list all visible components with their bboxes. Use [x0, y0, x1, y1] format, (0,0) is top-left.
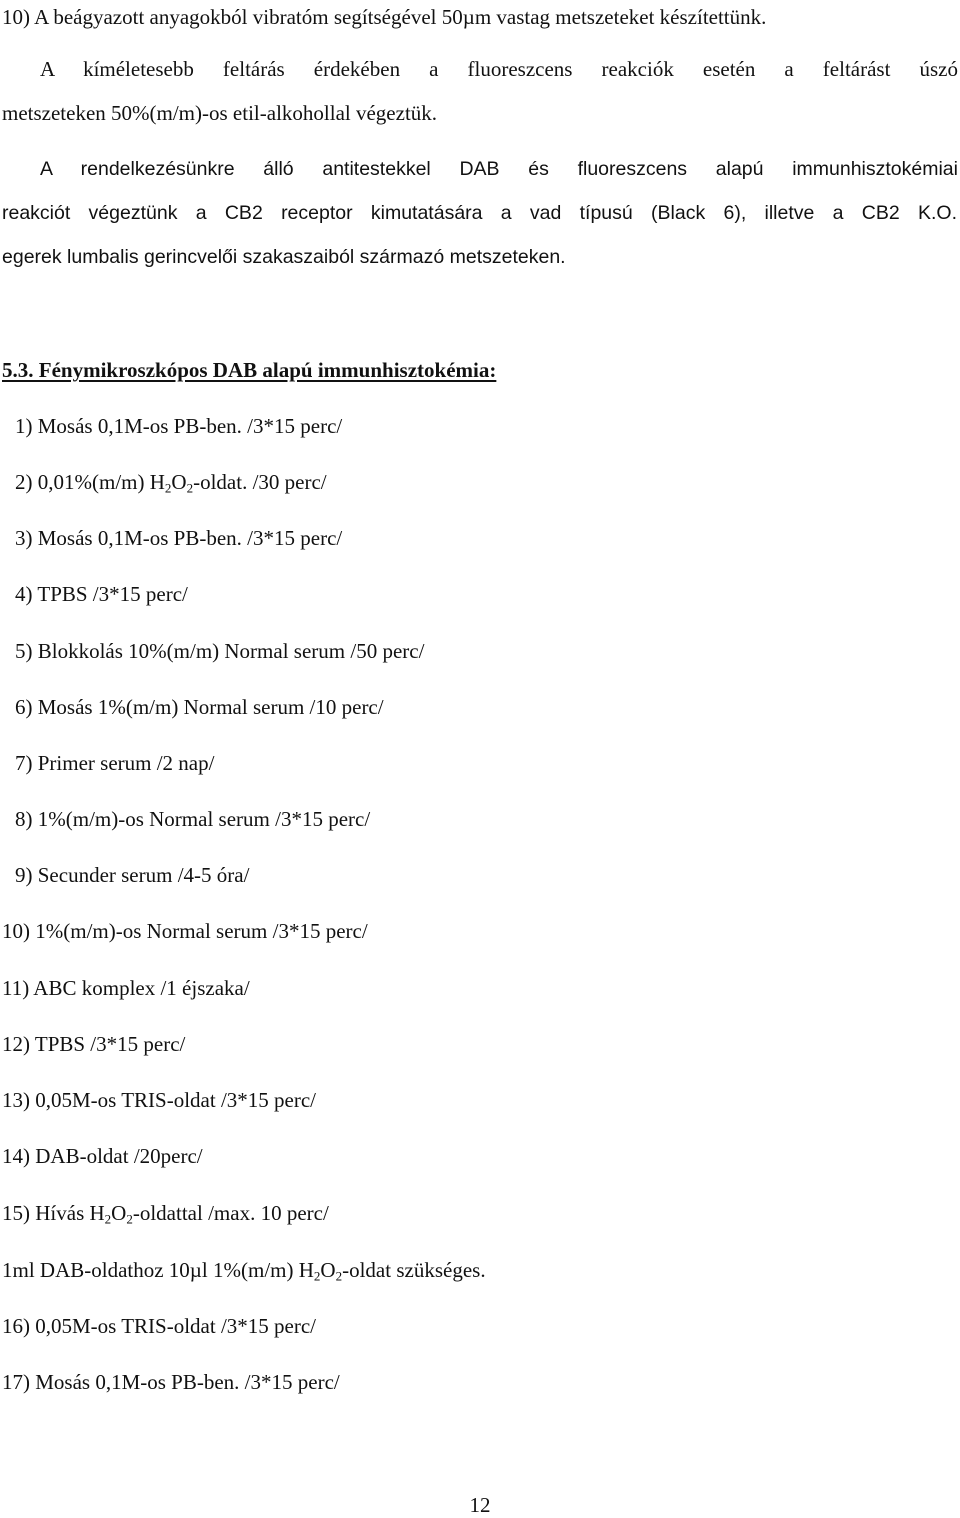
- step-2-text: O: [171, 470, 187, 494]
- step-note-text: O: [320, 1258, 336, 1282]
- step-15-text: O: [111, 1201, 127, 1225]
- step-11: 11) ABC komplex /1 éjszaka/: [2, 976, 250, 1000]
- step-2: [15, 469, 327, 495]
- intro-line-3: metszeteken 50%(m/m)-os etil-alkohollal végeztük.: [2, 101, 438, 125]
- step-17: 17) Mosás 0,1M-os PB-ben. /3*15 perc/: [2, 1370, 340, 1394]
- step-15-text: -oldattal /max. 10 perc/: [132, 1201, 329, 1225]
- step-note-subscript: 2: [335, 1268, 343, 1284]
- intro-line-1: 10) A beágyazott anyagokból vibratóm segítségével 50µm vastag metszeteket készítettünk.: [2, 5, 767, 29]
- section-title: 5.3. Fénymikroszkópos DAB alapú immunhisztokémia:: [2, 358, 497, 382]
- step-note-text: -oldat szükséges.: [342, 1258, 486, 1282]
- step-10: 10) 1%(m/m)-os Normal serum /3*15 perc/: [2, 919, 368, 943]
- step-2-text: -oldat. /30 perc/: [193, 470, 327, 494]
- step-15-subscript: 2: [104, 1211, 112, 1227]
- step-7: 7) Primer serum /2 nap/: [15, 751, 215, 775]
- step-2-subscript: 2: [186, 480, 194, 496]
- page-number: 12: [469, 1493, 491, 1517]
- step-15-subscript: 2: [126, 1211, 133, 1227]
- step-2-text: 2) 0,01%(m/m) H: [15, 470, 165, 494]
- paragraph-line-3: egerek lumbalis gerincvelői szakaszaiból származó metszeteken.: [2, 246, 566, 268]
- step-5: 5) Blokkolás 10%(m/m) Normal serum /50 perc/: [15, 639, 425, 663]
- step-8: 8) 1%(m/m)-os Normal serum /3*15 perc/: [15, 807, 371, 831]
- paragraph-line-2: reakciót végeztünk a CB2 receptor kimutatására a vad típusú (Black 6), illetve a CB2 K.O.: [2, 202, 957, 224]
- step-15: [2, 1200, 329, 1226]
- step-4: 4) TPBS /3*15 perc/: [15, 582, 188, 606]
- step-3: 3) Mosás 0,1M-os PB-ben. /3*15 perc/: [15, 526, 343, 550]
- step-6: 6) Mosás 1%(m/m) Normal serum /10 perc/: [15, 695, 384, 719]
- step-note-subscript: 2: [313, 1268, 321, 1284]
- step-16: 16) 0,05M-os TRIS-oldat /3*15 perc/: [2, 1314, 316, 1338]
- step-note: [2, 1257, 486, 1283]
- step-1: 1) Mosás 0,1M-os PB-ben. /3*15 perc/: [15, 414, 343, 438]
- step-9: 9) Secunder serum /4-5 óra/: [15, 863, 250, 887]
- step-14: 14) DAB-oldat /20perc/: [2, 1144, 203, 1168]
- intro-line-2: A kíméletesebb feltárás érdekében a fluoreszcens reakciók esetén a feltárást úszó: [40, 57, 958, 81]
- step-12: 12) TPBS /3*15 perc/: [2, 1032, 186, 1056]
- step-13: 13) 0,05M-os TRIS-oldat /3*15 perc/: [2, 1088, 316, 1112]
- step-15-text: 15) Hívás H: [2, 1201, 105, 1225]
- step-2-subscript: 2: [164, 480, 172, 496]
- paragraph-line-1: A rendelkezésünkre álló antitestekkel DAB és fluoreszcens alapú immunhisztokémiai: [40, 158, 958, 180]
- step-note-text: 1ml DAB-oldathoz 10µl 1%(m/m) H: [2, 1258, 314, 1282]
